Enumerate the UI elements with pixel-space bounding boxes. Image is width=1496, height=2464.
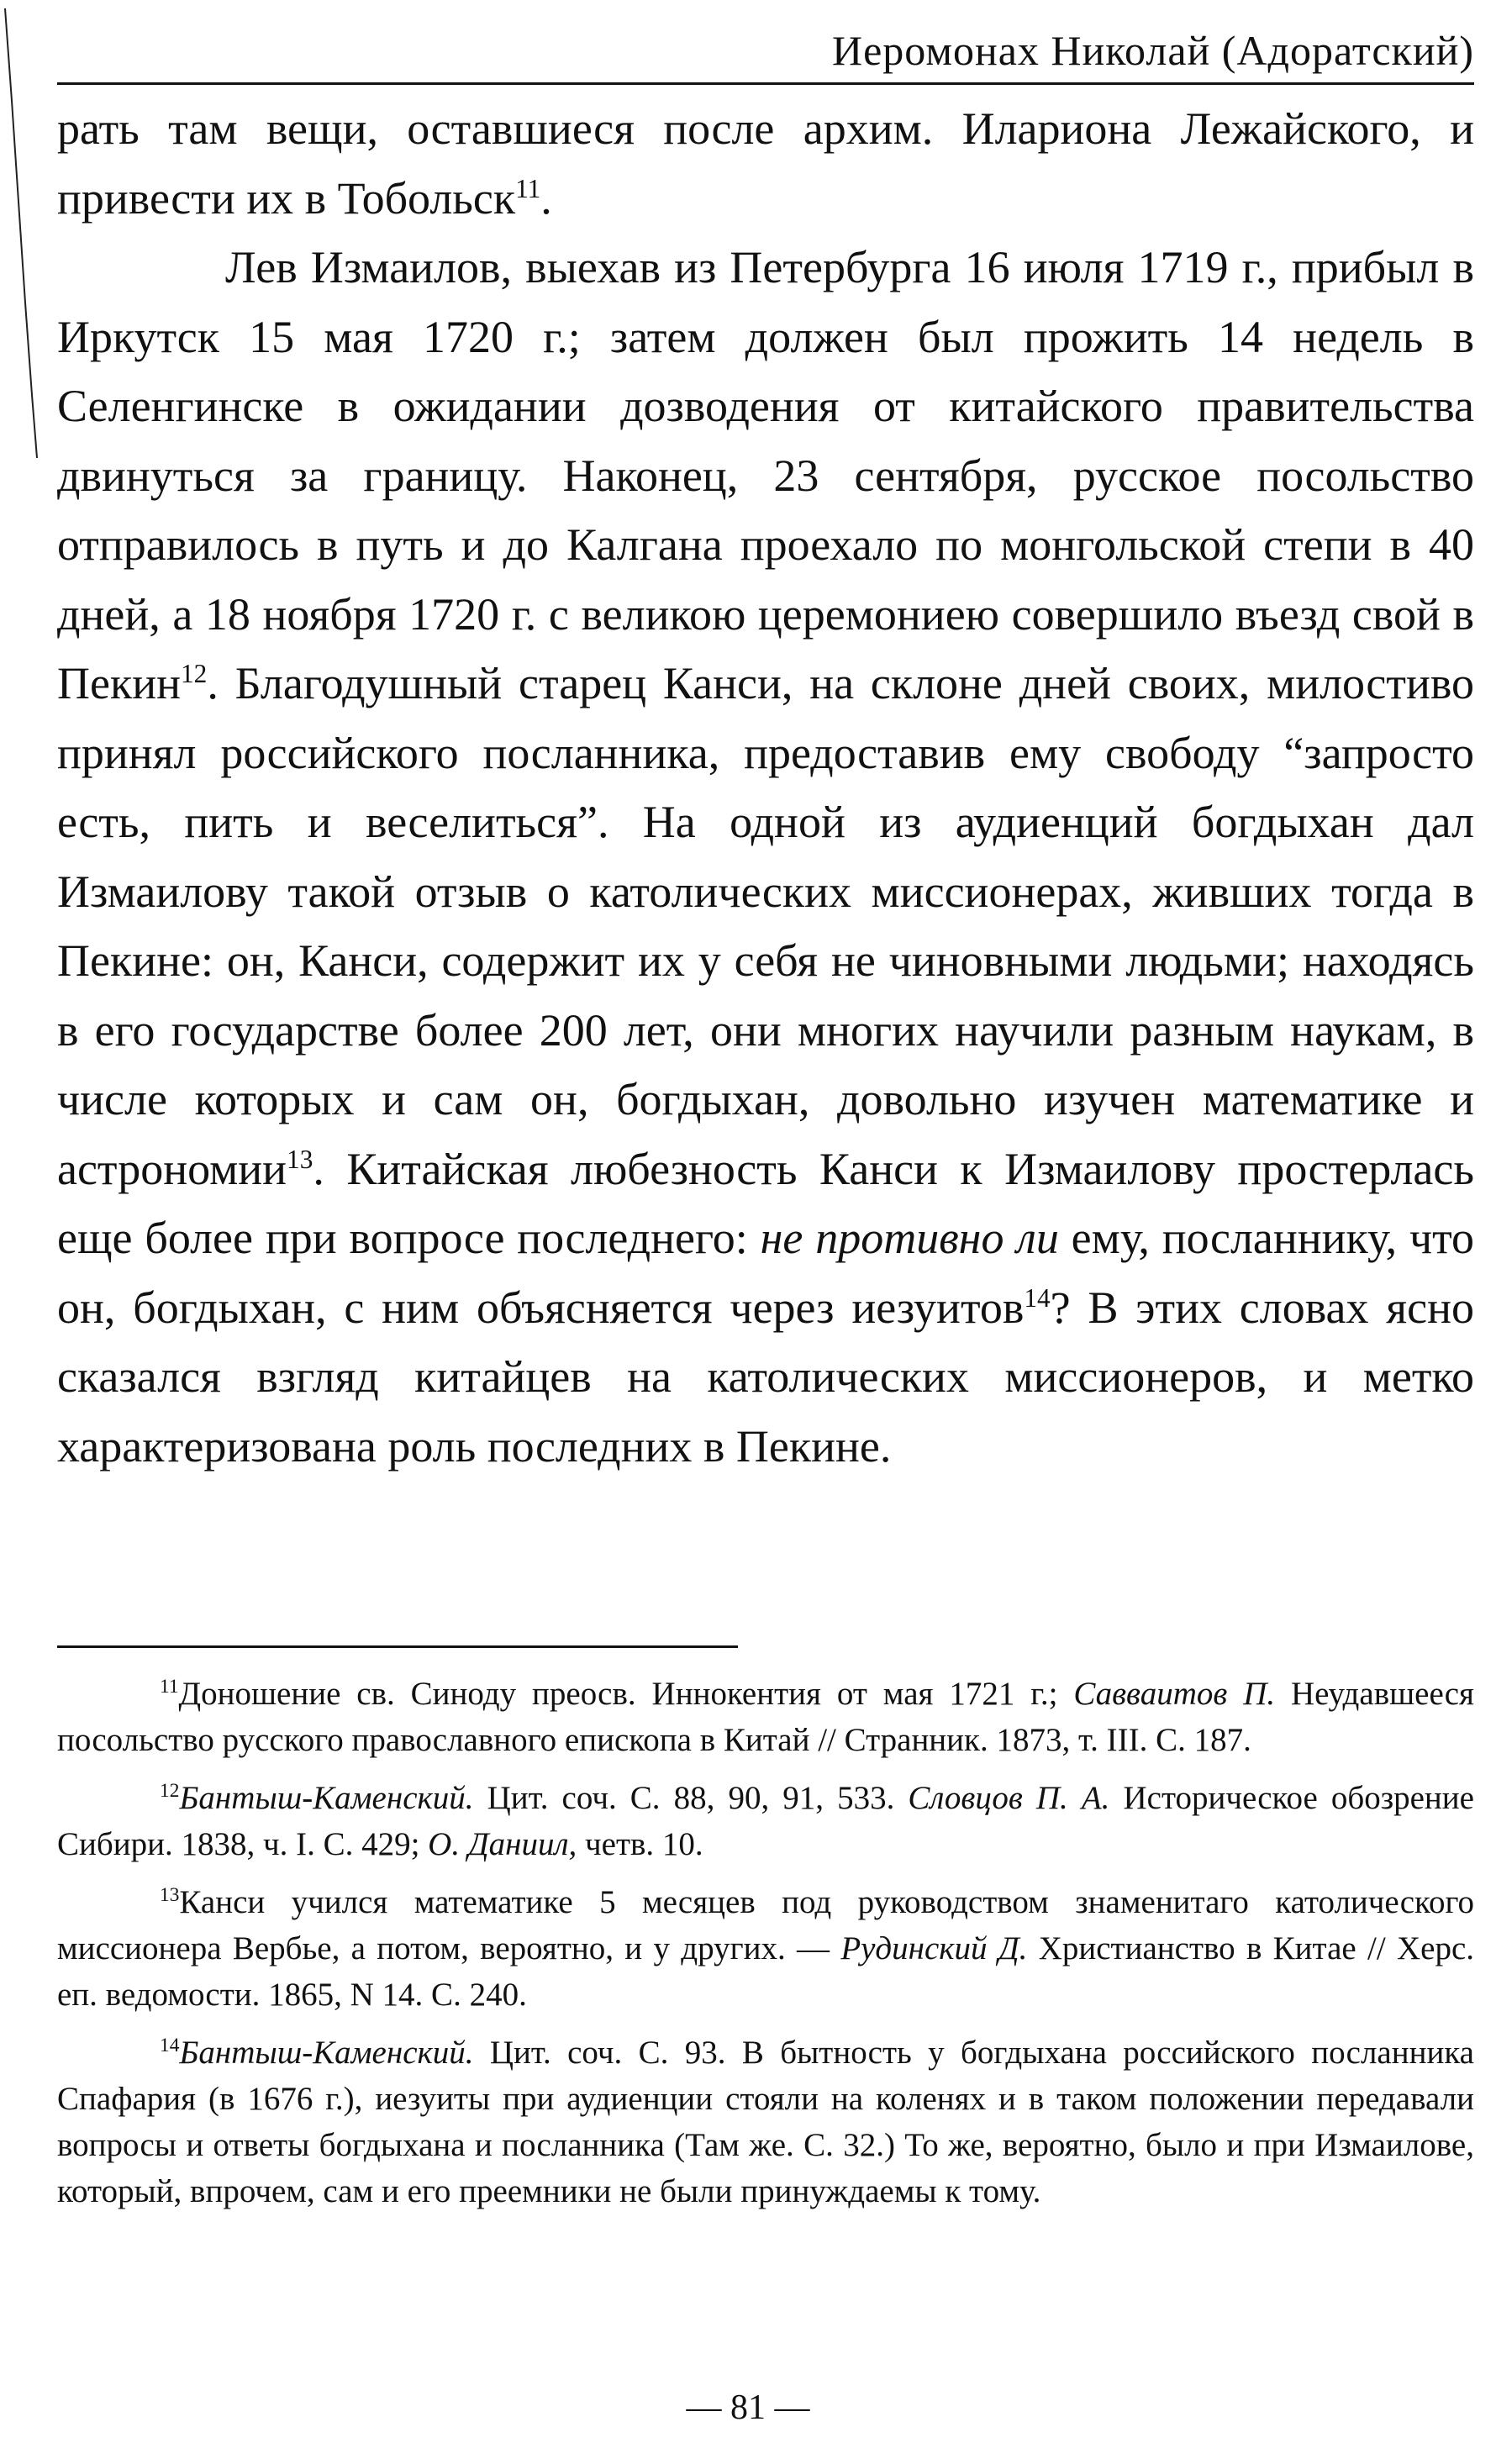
paragraph-continued: рать там вещи, оставшиеся после архим. Илариона Лежайского, и привести их в Тобольск$^{11}$. (57, 103, 1474, 224)
running-header (57, 24, 1474, 77)
footnote-ref-14[interactable]: 14 (1024, 1282, 1051, 1313)
footnote-13: $^{13}$Канси учился математике 5 месяцев под руководством знаменитаго католического миссионера Вербье, а потом, вероятно, и у других. — Рудинский Д. Христианство в Китае // Херс. еп. ведомости. 1865, N 14. С. 240. (57, 1884, 1475, 2013)
footnote-ref-11[interactable]: 11 (515, 173, 541, 203)
italic-phrase: не противно ли (760, 1213, 1059, 1263)
footnote-ref-12[interactable]: 12 (181, 659, 208, 688)
paragraph-izmailov: Лев Измаилов, выехав из Петербурга 16 июля 1719 г., прибыл в Иркутск 15 мая 1720 г.; затем должен был прожить 14 недель в Селенгинске в ожидании дозводения от китайского правительства двинуться за границу. Наконец, 23 сентября, русское посольство отправилось в путь и до Калгана проехало по монгольской степи в 40 дней, а 18 ноября 1720 г. с великою церемониею совершило въезд свой в Пекин$^{12}$. Благодушный старец Канси, на склоне дней своих, милостиво принял российского посланника, предоставив ему свободу “запросто есть, пить и веселиться”. На одной из аудиенций богдыхан дал Измаилову такой отзыв о католических миссионерах, живших тогда в Пекине: он, Канси, содержит их у себя не чиновными людьми; находясь в его государстве более 200 лет, они многих научили разным наукам, в числе которых и сам он, богдыхан, довольно изучен математике и астрономии$^{13}$. Китайская любезность Канси к Измаилову простерлась еще более при вопросе последнего: не противно ли ему, посланнику, что он, богдыхан, с ним объясняется через иезуитов$^{14}$? В этих словах ясно сказался взгляд китайцев на католических миссионеров, и метко характеризована роль последних в Пекине. (57, 242, 1474, 1472)
header-rule (57, 82, 1474, 85)
footnote-rule (57, 1645, 738, 1648)
footnote-14: $^{14}$Бантыш-Каменский. Цит. соч. С. 93. В бытность у богдыхана российского посланника Спафария (в 1676 г.), иезуиты при аудиенции стояли на коленях и в таком положении передавали вопросы и ответы богдыхана и посланника (Там же. С. 32.) То же, вероятно, было и при Измаилове, который, впрочем, сам и его преемники не были принуждаемы к тому. (57, 2035, 1474, 2209)
main-text (57, 94, 1474, 1481)
page-edge-scan-line (0, 0, 40, 471)
running-title: Иеромонах Николай (Адоратский) (831, 27, 1474, 74)
footnote-11: $^{11}$Доношение св. Синоду преосв. Иннокентия от мая 1721 г.; Савваитов П. Неудавшееся посольство русского православного епископа в Китай // Странник. 1873, т. III. С. 187. (57, 1676, 1474, 1758)
footnotes (57, 1671, 1474, 2226)
footnote-ref-13[interactable]: 13 (287, 1144, 313, 1174)
page-number: — 81 — (686, 2388, 810, 2427)
footnote-12: $^{12}$Бантыш-Каменский. Цит. соч. С. 88, 90, 91, 533. Словцов П. А. Историческое обозрение Сибири. 1838, ч. I. С. 429; О. Даниил, четв. 10. (57, 1780, 1474, 1862)
